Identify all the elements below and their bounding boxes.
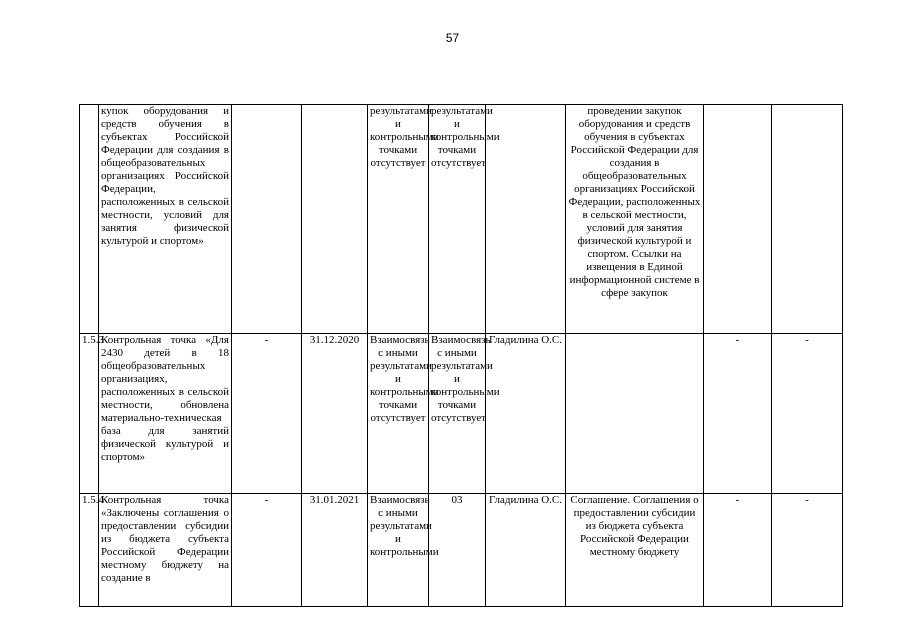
relation-cell: Взаимосвязь с иными результатами и контрольными bbox=[368, 494, 429, 607]
responsible-cell: Гладилина О.С. bbox=[486, 494, 566, 607]
responsible-cell: Гладилина О.С. bbox=[486, 334, 566, 494]
end-date-cell: 31.12.2020 bbox=[302, 334, 368, 494]
control-point-name-cell: Контрольная точка «Заключены соглашения о предоставлении субсидии из бюджета субъекта Российской Федерации местному бюджету на создание в bbox=[99, 494, 232, 607]
extra-cell-9: - bbox=[704, 334, 772, 494]
relation-cell: Взаимосвязь с иными результатами и контрольными точками отсутствует bbox=[368, 334, 429, 494]
control-point-name-cell: купок оборудования и средств обучения в субъектах Российской Федерации для создания в общеобразовательных организациях Российской Федерации, расположенных в сельской местности, условий для занятия физической культурой и спортом» bbox=[99, 105, 232, 334]
relation-cell-2: 03 bbox=[429, 494, 486, 607]
table-row bbox=[80, 494, 843, 607]
control-points-table bbox=[79, 104, 843, 607]
result-cell bbox=[566, 334, 704, 494]
start-date-cell: - bbox=[232, 334, 302, 494]
extra-cell-10: - bbox=[772, 494, 843, 607]
relation-cell-2: Взаимосвязь с иными результатами и контрольными точками отсутствует bbox=[429, 334, 486, 494]
result-cell: проведении закупок оборудования и средств обучения в субъектах Российской Федерации для создания в общеобразовательных организациях Российской Федерации, расположенных в сельской местности, условий для занятия физической культурой и спортом. Ссылки на извещения в Единой информационной системе в сфере закупок bbox=[566, 105, 704, 334]
end-date-cell bbox=[302, 105, 368, 334]
extra-cell-9: - bbox=[704, 494, 772, 607]
result-cell: Соглашение. Соглашения о предоставлении субсидии из бюджета субъекта Российской Федерации местному бюджету bbox=[566, 494, 704, 607]
extra-cell-10: - bbox=[772, 334, 843, 494]
end-date-cell: 31.01.2021 bbox=[302, 494, 368, 607]
table-row bbox=[80, 334, 843, 494]
relation-cell-2: результатами и контрольными точками отсутствует bbox=[429, 105, 486, 334]
start-date-cell bbox=[232, 105, 302, 334]
table-row bbox=[80, 105, 843, 334]
extra-cell-9 bbox=[704, 105, 772, 334]
row-number-cell: 1.5.4 bbox=[80, 494, 99, 607]
relation-cell: результатами и контрольными точками отсутствует bbox=[368, 105, 429, 334]
extra-cell-10 bbox=[772, 105, 843, 334]
row-number-cell: 1.5.3 bbox=[80, 334, 99, 494]
start-date-cell: - bbox=[232, 494, 302, 607]
row-number-cell bbox=[80, 105, 99, 334]
page-number: 57 bbox=[445, 31, 460, 45]
control-point-name-cell: Контрольная точка «Для 2430 детей в 18 общеобразовательных организациях, расположенных в сельской местности, обновлена материально-техническая база для занятий физической культурой и спортом» bbox=[99, 334, 232, 494]
